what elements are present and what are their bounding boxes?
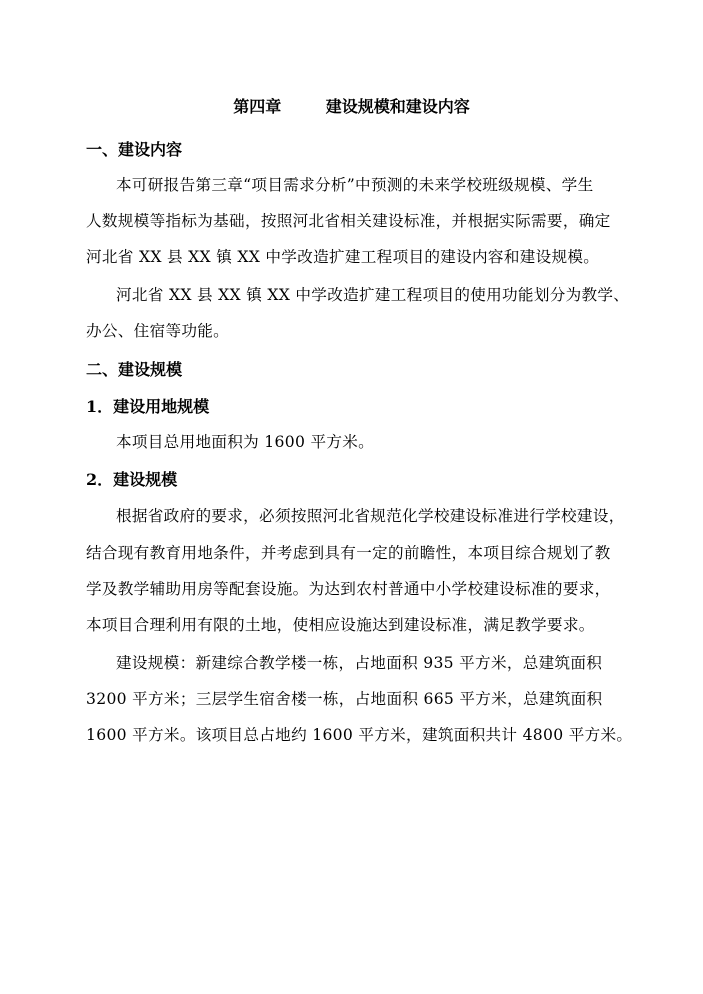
- content-para2-line2: 办公、住宿等功能。: [86, 322, 230, 340]
- content-para1-line1: 本可研报告第三章“项目需求分析”中预测的未来学校班级规模、学生: [116, 176, 594, 194]
- subsection-heading-build: 2．建设规模: [86, 470, 178, 489]
- build-para2-line1: 建设规模：新建综合教学楼一栋，占地面积 935 平方米，总建筑面积: [116, 654, 603, 672]
- section-heading-content: 一、建设内容: [86, 140, 183, 159]
- land-scale-text: 本项目总用地面积为 1600 平方米。: [116, 433, 375, 451]
- build-para1-line2: 结合现有教育用地条件，并考虑到具有一定的前瞻性，本项目综合规划了教: [86, 544, 611, 562]
- chapter-title: 第四章 建设规模和建设内容: [233, 97, 470, 116]
- content-para2-line1: 河北省 XX 县 XX 镇 XX 中学改造扩建工程项目的使用功能划分为教学、: [116, 286, 630, 304]
- build-para1-line4: 本项目合理利用有限的土地，使相应设施达到建设标准，满足教学要求。: [86, 616, 595, 634]
- build-para1-line1: 根据省政府的要求，必须按照河北省规范化学校建设标准进行学校建设，: [116, 507, 625, 525]
- content-para1-line3: 河北省 XX 县 XX 镇 XX 中学改造扩建工程项目的建设内容和建设规模。: [86, 248, 600, 266]
- subsection-heading-land: 1．建设用地规模: [86, 397, 210, 416]
- section-heading-scale: 二、建设规模: [86, 360, 183, 379]
- build-para1-line3: 学及教学辅助用房等配套设施。为达到农村普通中小学校建设标准的要求，: [86, 580, 611, 598]
- build-para2-line2: 3200 平方米；三层学生宿舍楼一栋，占地面积 665 平方米，总建筑面积: [86, 690, 603, 708]
- content-para1-line2: 人数规模等指标为基础，按照河北省相关建设标准，并根据实际需要，确定: [86, 212, 611, 230]
- build-para2-line3: 1600 平方米。该项目总占地约 1600 平方米，建筑面积共计 4800 平方米。: [86, 726, 633, 744]
